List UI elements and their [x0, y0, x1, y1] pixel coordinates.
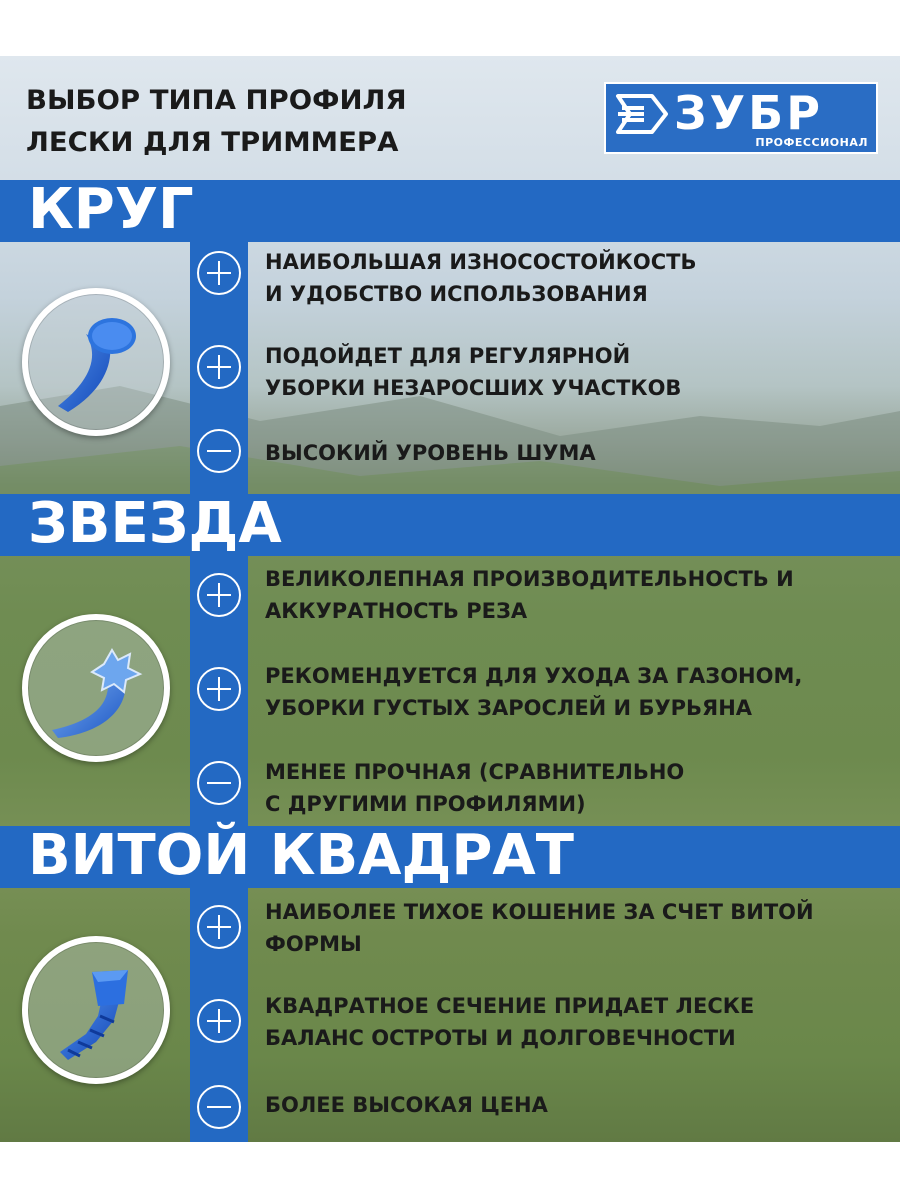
section-band-star	[0, 491, 900, 556]
section-band-twisted-square	[0, 823, 900, 888]
feature-text: РЕКОМЕНДУЕТСЯ ДЛЯ УХОДА ЗА ГАЗОНОМ, УБОРКИ ГУСТЫХ ЗАРОСЛЕЙ И БУРЬЯНА	[265, 664, 803, 720]
star-line-profile-icon	[22, 614, 170, 762]
feature-text: НАИБОЛЕЕ ТИХОЕ КОШЕНИЕ ЗА СЧЕТ ВИТОЙ ФОРМЫ	[265, 900, 814, 956]
minus-circle-icon	[194, 1082, 244, 1132]
brand-name: ЗУБР	[674, 86, 823, 140]
page-title-line1: ВЫБОР ТИПА ПРОФИЛЯ	[26, 85, 407, 116]
minus-circle-icon	[194, 758, 244, 808]
page-title	[26, 80, 407, 164]
plus-circle-icon	[194, 342, 244, 392]
feature-text: МЕНЕЕ ПРОЧНАЯ (СРАВНИТЕЛЬНО С ДРУГИМИ ПРОФИЛЯМИ)	[265, 760, 685, 816]
feature-text: НАИБОЛЬШАЯ ИЗНОСОСТОЙКОСТЬ И УДОБСТВО ИСПОЛЬЗОВАНИЯ	[265, 250, 697, 306]
brand-logo	[604, 82, 878, 154]
minus-circle-icon	[194, 426, 244, 476]
plus-circle-icon	[194, 248, 244, 298]
page-title-line2: ЛЕСКИ ДЛЯ ТРИММЕРА	[26, 127, 399, 158]
plus-circle-icon	[194, 902, 244, 952]
section-title-star: ЗВЕЗДА	[28, 491, 282, 556]
brand-arrow-icon	[614, 92, 670, 136]
feature-text: КВАДРАТНОЕ СЕЧЕНИЕ ПРИДАЕТ ЛЕСКЕ БАЛАНС ОСТРОТЫ И ДОЛГОВЕЧНОСТИ	[265, 994, 755, 1050]
round-line-profile-icon	[22, 288, 170, 436]
feature-text: ПОДОЙДЕТ ДЛЯ РЕГУЛЯРНОЙ УБОРКИ НЕЗАРОСШИХ УЧАСТКОВ	[265, 344, 682, 400]
section-title-round: КРУГ	[28, 177, 194, 242]
section-title-twisted-square: ВИТОЙ КВАДРАТ	[28, 823, 574, 888]
feature-text: ВЫСОКИЙ УРОВЕНЬ ШУМА	[265, 441, 596, 465]
plus-circle-icon	[194, 664, 244, 714]
brand-tagline: ПРОФЕССИОНАЛ	[755, 136, 868, 149]
feature-text: ВЕЛИКОЛЕПНАЯ ПРОИЗВОДИТЕЛЬНОСТЬ И АККУРАТНОСТЬ РЕЗА	[265, 567, 794, 623]
infographic-poster	[0, 56, 900, 1142]
plus-circle-icon	[194, 996, 244, 1046]
feature-text: БОЛЕЕ ВЫСОКАЯ ЦЕНА	[265, 1093, 548, 1117]
plus-circle-icon	[194, 570, 244, 620]
twisted-square-line-profile-icon	[22, 936, 170, 1084]
section-band-round	[0, 177, 900, 242]
